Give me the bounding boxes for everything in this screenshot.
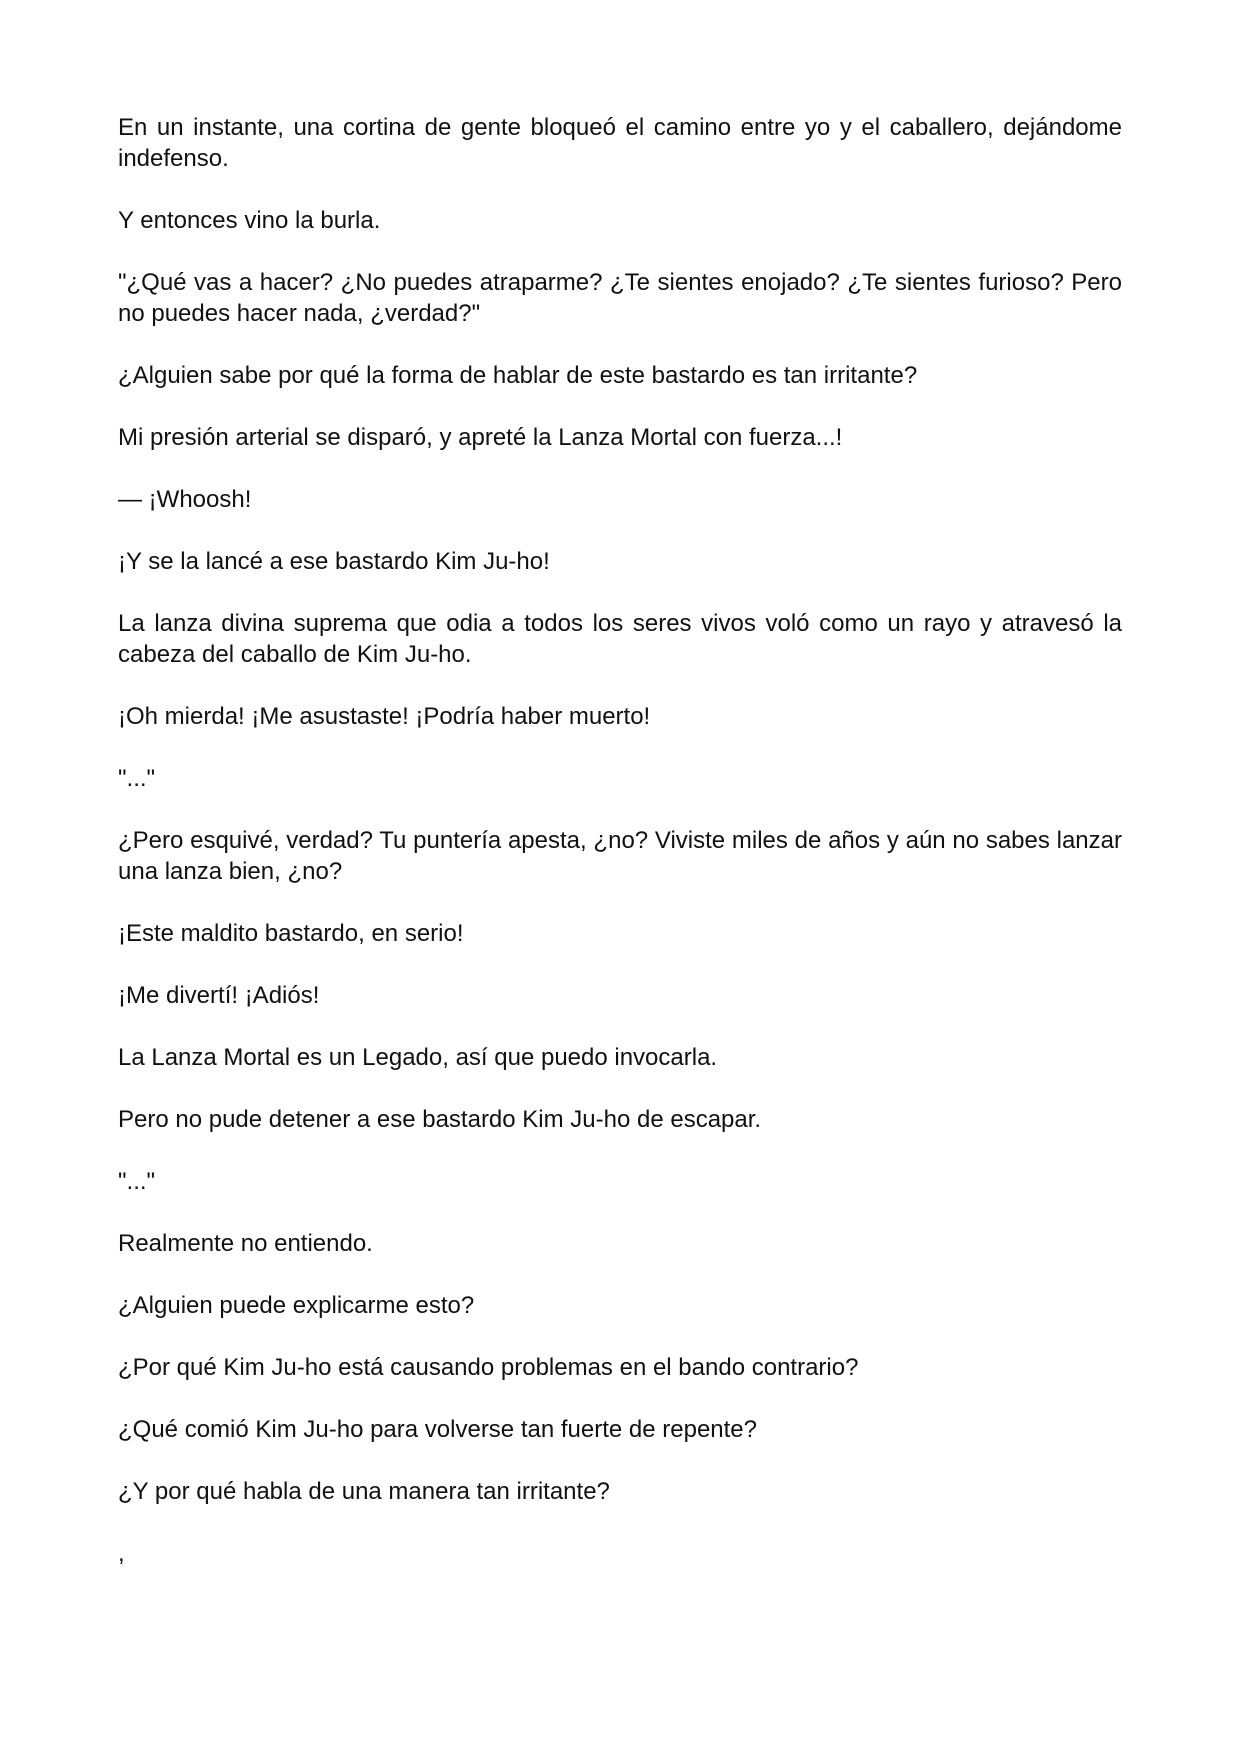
paragraph: ¿Pero esquivé, verdad? Tu puntería apesta, ¿no? Viviste miles de años y aún no sabes lanzar una lanza bien, ¿no?: [118, 827, 1122, 885]
paragraph: La Lanza Mortal es un Legado, así que puedo invocarla.: [118, 1044, 718, 1071]
paragraph: ¡Me divertí! ¡Adiós!: [118, 982, 320, 1009]
paragraph: ¡Oh mierda! ¡Me asustaste! ¡Podría haber muerto!: [118, 703, 651, 730]
paragraph: ¿Y por qué habla de una manera tan irritante?: [118, 1478, 610, 1505]
paragraph: "...": [118, 1168, 156, 1195]
paragraph: ¿Alguien puede explicarme esto?: [118, 1292, 475, 1319]
paragraph: La lanza divina suprema que odia a todos los seres vivos voló como un rayo y atravesó la cabeza del caballo de Kim Ju-ho.: [118, 610, 1122, 668]
paragraph: Y entonces vino la burla.: [118, 207, 381, 234]
paragraph: ,: [118, 1540, 125, 1567]
paragraph: Realmente no entiendo.: [118, 1230, 373, 1257]
paragraph: ¡Y se la lancé a ese bastardo Kim Ju-ho!: [118, 548, 550, 575]
paragraph: ¿Alguien sabe por qué la forma de hablar de este bastardo es tan irritante?: [118, 362, 918, 389]
paragraph: ¡Este maldito bastardo, en serio!: [118, 920, 464, 947]
paragraph: ¿Por qué Kim Ju-ho está causando problemas en el bando contrario?: [118, 1354, 859, 1381]
paragraph: Pero no pude detener a ese bastardo Kim Ju-ho de escapar.: [118, 1106, 762, 1133]
text-body: [118, 112, 1122, 1569]
paragraph: — ¡Whoosh!: [118, 486, 252, 513]
paragraph: "¿Qué vas a hacer? ¿No puedes atraparme? ¿Te sientes enojado? ¿Te sientes furioso? Pero no puedes hacer nada, ¿verdad?": [118, 269, 1122, 327]
paragraph: ¿Qué comió Kim Ju-ho para volverse tan fuerte de repente?: [118, 1416, 757, 1443]
paragraph: "...": [118, 765, 156, 792]
paragraph: Mi presión arterial se disparó, y apreté la Lanza Mortal con fuerza...!: [118, 424, 843, 451]
paragraph: En un instante, una cortina de gente bloqueó el camino entre yo y el caballero, dejándome indefenso.: [118, 114, 1122, 172]
